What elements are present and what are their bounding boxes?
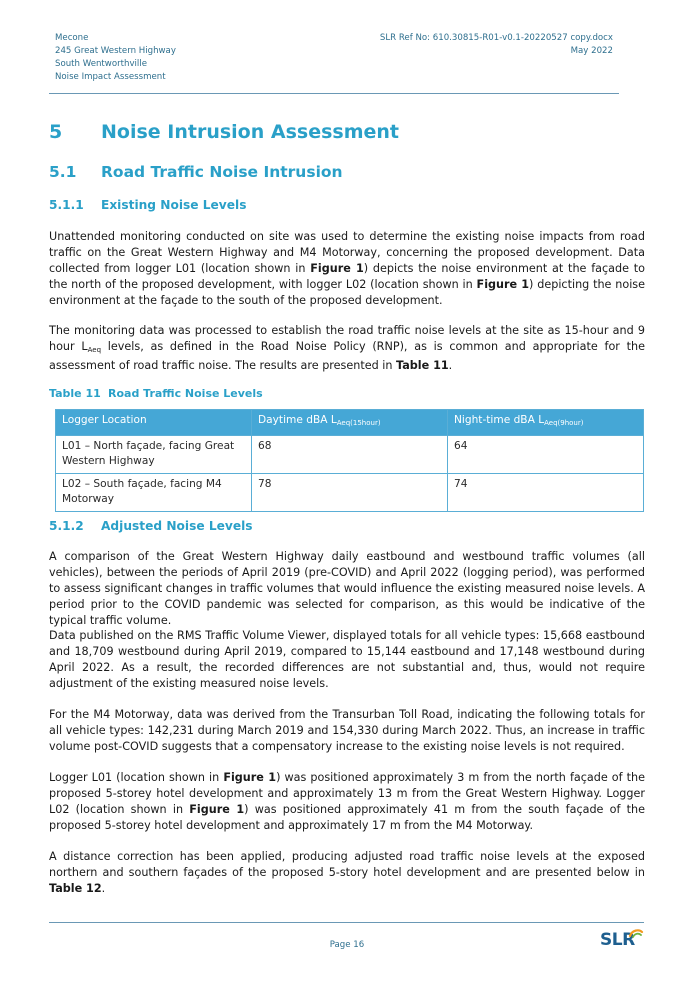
figure-ref: Figure 1 bbox=[476, 278, 530, 292]
existing-levels-title: Existing Noise Levels bbox=[101, 198, 247, 212]
header-daytime-sub: Aeq(15hour) bbox=[336, 419, 381, 427]
text-run: Logger L01 (location shown in bbox=[49, 771, 224, 784]
existing-paragraph-2 bbox=[49, 323, 645, 374]
adjusted-levels-number: 5.1.2 bbox=[49, 519, 84, 533]
subsection-number: 5.1 bbox=[49, 163, 77, 181]
table-caption bbox=[49, 387, 263, 400]
text-run: . bbox=[101, 882, 106, 896]
table-ref: Table 12 bbox=[49, 882, 102, 896]
adjusted-paragraph-2: Data published on the RMS Traffic Volume Viewer, displayed totals for all vehicle types: 15,668 eastbound and 18,709 westbound during April 2019, compared to 15,144 eastbound and 17,148 westbound during April 2022. As a result, the recorded differences are not substantial and, thus, would not require adjustment of the existing measured noise levels. bbox=[49, 629, 645, 691]
cell-location: L02 – South façade, facing M4 Motorway bbox=[56, 474, 252, 512]
header-address-line2: South Wentworthville bbox=[55, 59, 147, 69]
header-report-type: Noise Impact Assessment bbox=[55, 72, 166, 82]
header-nighttime bbox=[448, 410, 644, 436]
laeq-subscript: Aeq bbox=[87, 346, 102, 355]
figure-ref: Figure 1 bbox=[189, 803, 245, 817]
footer-divider bbox=[49, 922, 644, 923]
header-ref: SLR Ref No: 610.30815-R01-v0.1-20220527 copy.docx bbox=[379, 33, 613, 43]
text-run: The monitoring data was processed to establish the road traffic noise levels at the site as 15-hour and 9 hour L bbox=[49, 324, 645, 354]
header-daytime-text: Daytime dBA L bbox=[258, 414, 337, 426]
text-run: ) was positioned approximately 3 m from the north façade of the proposed 5-storey hotel development and approximately 13 m from the Great Western Highway. Logger L02 (location shown in bbox=[49, 771, 646, 817]
section-number: 5 bbox=[49, 121, 63, 143]
noise-levels-table bbox=[55, 409, 644, 512]
text-run: levels, as defined in the Road Noise Policy (RNP), as is common and appropriate for the assessment of road traffic noise. The results are presented in bbox=[49, 340, 645, 373]
cell-nighttime: 64 bbox=[448, 436, 644, 474]
section-title: Noise Intrusion Assessment bbox=[101, 121, 399, 143]
header-left bbox=[55, 32, 176, 84]
table-header-row bbox=[56, 410, 644, 436]
section-heading bbox=[49, 121, 399, 143]
subsection-title: Road Traffic Noise Intrusion bbox=[101, 163, 343, 181]
cell-daytime: 78 bbox=[252, 474, 448, 512]
header-client: Mecone bbox=[55, 33, 89, 43]
adjusted-levels-title: Adjusted Noise Levels bbox=[101, 519, 253, 533]
header-nighttime-sub: Aeq(9hour) bbox=[544, 419, 584, 427]
adjusted-paragraph-5 bbox=[49, 849, 645, 897]
table-caption-title: Road Traffic Noise Levels bbox=[108, 387, 263, 400]
header-daytime bbox=[252, 410, 448, 436]
text-run: Unattended monitoring conducted on site was used to determine the existing noise impacts from road traffic on the Great Western Highway and M4 Motorway, concerning the proposed development. Data collected from logger L01 (location shown in bbox=[49, 230, 645, 276]
slr-logo-mark-icon bbox=[628, 927, 644, 939]
text-run: ) was positioned approximately 41 m from the south façade of the proposed 5-storey hotel development and approximately 17 m from the M4 Motorway. bbox=[49, 803, 645, 833]
table-ref: Table 11 bbox=[396, 359, 449, 373]
text-run: ) depicts the noise environment at the façade to the north of the proposed development, with logger L02 (location shown in bbox=[49, 262, 646, 292]
figure-ref: Figure 1 bbox=[223, 771, 277, 784]
existing-paragraph-1 bbox=[49, 229, 645, 309]
table-row bbox=[56, 436, 644, 474]
table-caption-number: Table 11 bbox=[49, 387, 101, 400]
header-location: Logger Location bbox=[56, 410, 252, 436]
slr-logo: SLR bbox=[600, 930, 635, 950]
adjusted-paragraph-3: For the M4 Motorway, data was derived from the Transurban Toll Road, indicating the following totals for all vehicle types: 142,231 during March 2019 and 154,330 during March 2022. Thus, an increase in traffic volume post-COVID suggests that a compensatory increase to the existing noise levels is not required. bbox=[49, 708, 645, 754]
adjusted-paragraph-1: A comparison of the Great Western Highway daily eastbound and westbound traffic volumes (all vehicles), between the periods of April 2019 (pre-COVID) and April 2022 (logging period), was performed to assess significant changes in traffic volumes that would influence the existing measured noise levels. A period prior to the COVID pandemic was selected for comparison, as this would be indicative of the typical traffic volume. bbox=[49, 550, 645, 628]
table-row bbox=[56, 474, 644, 512]
cell-nighttime: 74 bbox=[448, 474, 644, 512]
adjusted-paragraph-4 bbox=[49, 770, 645, 834]
subsection-heading bbox=[49, 163, 343, 181]
adjusted-levels-heading bbox=[49, 519, 253, 533]
existing-levels-heading bbox=[49, 198, 246, 212]
cell-location: L01 – North façade, facing Great Western Highway bbox=[56, 436, 252, 474]
header-date: May 2022 bbox=[570, 46, 613, 56]
header-nighttime-text: Night-time dBA L bbox=[454, 414, 545, 426]
page-number: Page 16 bbox=[329, 940, 365, 950]
existing-levels-number: 5.1.1 bbox=[49, 198, 84, 212]
text-run: A distance correction has been applied, producing adjusted road traffic noise levels at the exposed northern and southern façades of the proposed 5-story hotel development and are presented below in bbox=[49, 850, 645, 880]
cell-daytime: 68 bbox=[252, 436, 448, 474]
figure-ref: Figure 1 bbox=[310, 262, 364, 276]
header-divider bbox=[49, 93, 619, 94]
text-run: ) depicting the noise environment at the façade to the south of the proposed development. bbox=[49, 278, 646, 308]
header-right bbox=[380, 32, 613, 58]
text-run: . bbox=[448, 359, 453, 373]
header-address-line1: 245 Great Western Highway bbox=[55, 46, 176, 56]
